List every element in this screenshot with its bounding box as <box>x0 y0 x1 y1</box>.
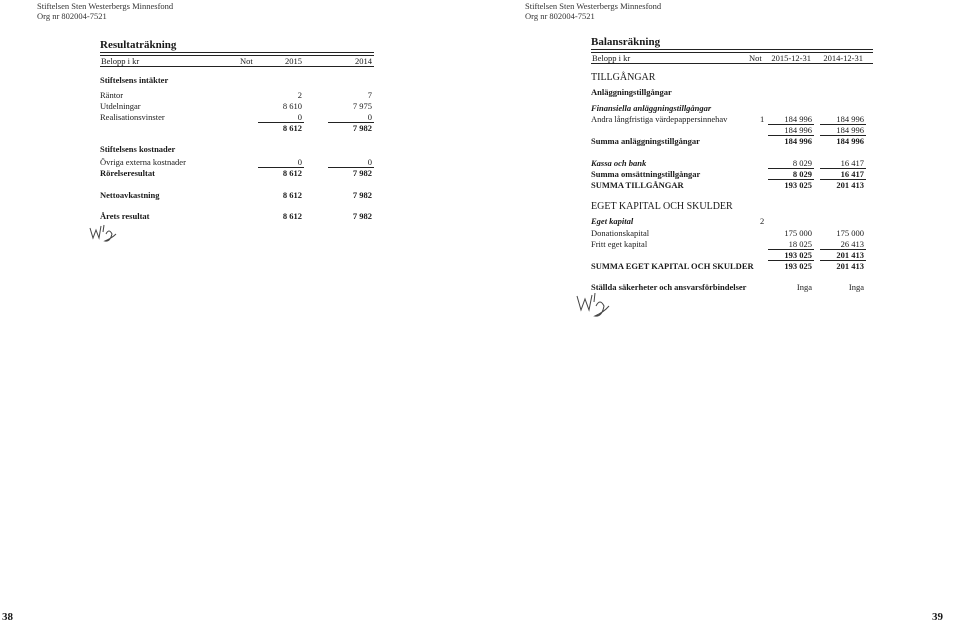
assets-sum-2014: 201 413 <box>836 180 864 190</box>
title-rule <box>591 49 873 50</box>
row-value-2014: 184 996 <box>836 114 864 124</box>
page-number: 39 <box>932 611 943 623</box>
equity-sum-label: SUMMA EGET KAPITAL OCH SKULDER <box>591 261 754 271</box>
equity-heading: EGET KAPITAL OCH SKULDER <box>591 201 733 212</box>
section-costs: Stiftelsens kostnader <box>100 144 176 154</box>
page-title: Resultaträkning <box>100 39 177 51</box>
section-income: Stiftelsens intäkter <box>100 75 169 85</box>
row-note: 1 <box>760 114 765 124</box>
current-sum-label: Summa omsättningstillgångar <box>591 169 701 179</box>
row-value-2015: 0 <box>297 157 302 167</box>
year-result-2014: 7 982 <box>352 211 372 221</box>
row-label: Utdelningar <box>100 101 141 111</box>
operating-result-2014: 7 982 <box>352 168 372 178</box>
row-value-2014: 175 000 <box>836 228 864 238</box>
signature-initials <box>88 222 118 244</box>
row-label: Räntor <box>100 90 124 100</box>
cash-2015: 8 029 <box>792 158 812 168</box>
equity-sum-2014: 201 413 <box>836 261 864 271</box>
income-sum-2015: 8 612 <box>282 123 302 133</box>
net-income-label: Nettoavkastning <box>100 190 160 200</box>
equity-subtotal-2014: 201 413 <box>836 250 864 260</box>
net-income-2014: 7 982 <box>352 190 372 200</box>
equity-subtotal-2015: 193 025 <box>784 250 812 260</box>
row-label: Andra långfristiga värdepappersinnehav <box>591 114 728 124</box>
column-label: Belopp i kr <box>101 56 140 66</box>
current-sum-2014: 16 417 <box>840 169 864 179</box>
row-value-2015: 18 025 <box>788 239 812 249</box>
fixed-subtotal-2014: 184 996 <box>836 125 864 135</box>
row-value-2015: 0 <box>297 112 302 122</box>
org-name: Stiftelsen Sten Westerbergs Minnesfond <box>525 1 662 11</box>
row-value-2014: 7 975 <box>352 101 372 111</box>
column-date-1: 2015-12-31 <box>771 53 811 63</box>
cash-label: Kassa och bank <box>591 158 647 168</box>
fixed-sum-label: Summa anläggningstillgångar <box>591 136 700 146</box>
net-income-2015: 8 612 <box>282 190 302 200</box>
equity-subheading: Eget kapital <box>591 216 634 226</box>
current-sum-2015: 8 029 <box>792 169 812 179</box>
row-label: Övriga externa kostnader <box>100 157 186 167</box>
cash-2014: 16 417 <box>840 158 864 168</box>
org-number: Org nr 802004-7521 <box>37 11 107 21</box>
collateral-2015: Inga <box>796 282 812 292</box>
year-result-2015: 8 612 <box>282 211 302 221</box>
column-note: Not <box>240 56 253 66</box>
page-number: 38 <box>2 611 13 623</box>
column-year-1: 2015 <box>285 56 302 66</box>
column-header <box>100 55 374 67</box>
row-label: Donationskapital <box>591 228 650 238</box>
operating-result-2015: 8 612 <box>282 168 302 178</box>
fixed-subtotal-2015: 184 996 <box>784 125 812 135</box>
org-number: Org nr 802004-7521 <box>525 11 595 21</box>
org-name: Stiftelsen Sten Westerbergs Minnesfond <box>37 1 174 11</box>
income-sum-2014: 7 982 <box>352 123 372 133</box>
column-note: Not <box>749 53 762 63</box>
collateral-2014: Inga <box>848 282 864 292</box>
row-value-2014: 26 413 <box>840 239 864 249</box>
page-title: Balansräkning <box>591 36 661 48</box>
financial-fixed-assets-heading: Finansiella anläggningstillgångar <box>591 103 712 113</box>
column-year-2: 2014 <box>355 56 372 66</box>
column-label: Belopp i kr <box>592 53 631 63</box>
row-value-2015: 8 610 <box>282 101 302 111</box>
row-value-2014: 0 <box>367 112 372 122</box>
row-value-2014: 7 <box>367 90 372 100</box>
assets-sum-label: SUMMA TILLGÅNGAR <box>591 180 684 190</box>
title-rule <box>100 52 374 53</box>
equity-sum-2015: 193 025 <box>784 261 812 271</box>
assets-sum-2015: 193 025 <box>784 180 812 190</box>
assets-heading: TILLGÅNGAR <box>591 72 656 83</box>
row-value-2015: 175 000 <box>784 228 812 238</box>
fixed-sum-2014: 184 996 <box>836 136 864 146</box>
column-header <box>591 52 873 64</box>
row-label: Fritt eget kapital <box>591 239 648 249</box>
year-result-label: Årets resultat <box>100 211 150 221</box>
equity-note: 2 <box>760 216 765 226</box>
column-date-2: 2014-12-31 <box>823 53 863 63</box>
operating-result-label: Rörelseresultat <box>100 168 155 178</box>
row-label: Realisationsvinster <box>100 112 165 122</box>
fixed-sum-2015: 184 996 <box>784 136 812 146</box>
fixed-assets-heading: Anläggningstillgångar <box>591 87 672 97</box>
row-value-2014: 0 <box>367 157 372 167</box>
row-value-2015: 184 996 <box>784 114 812 124</box>
collateral-label: Ställda säkerheter och ansvarsförbindelser <box>591 282 747 292</box>
row-value-2015: 2 <box>297 90 302 100</box>
signature-initials <box>575 290 611 320</box>
